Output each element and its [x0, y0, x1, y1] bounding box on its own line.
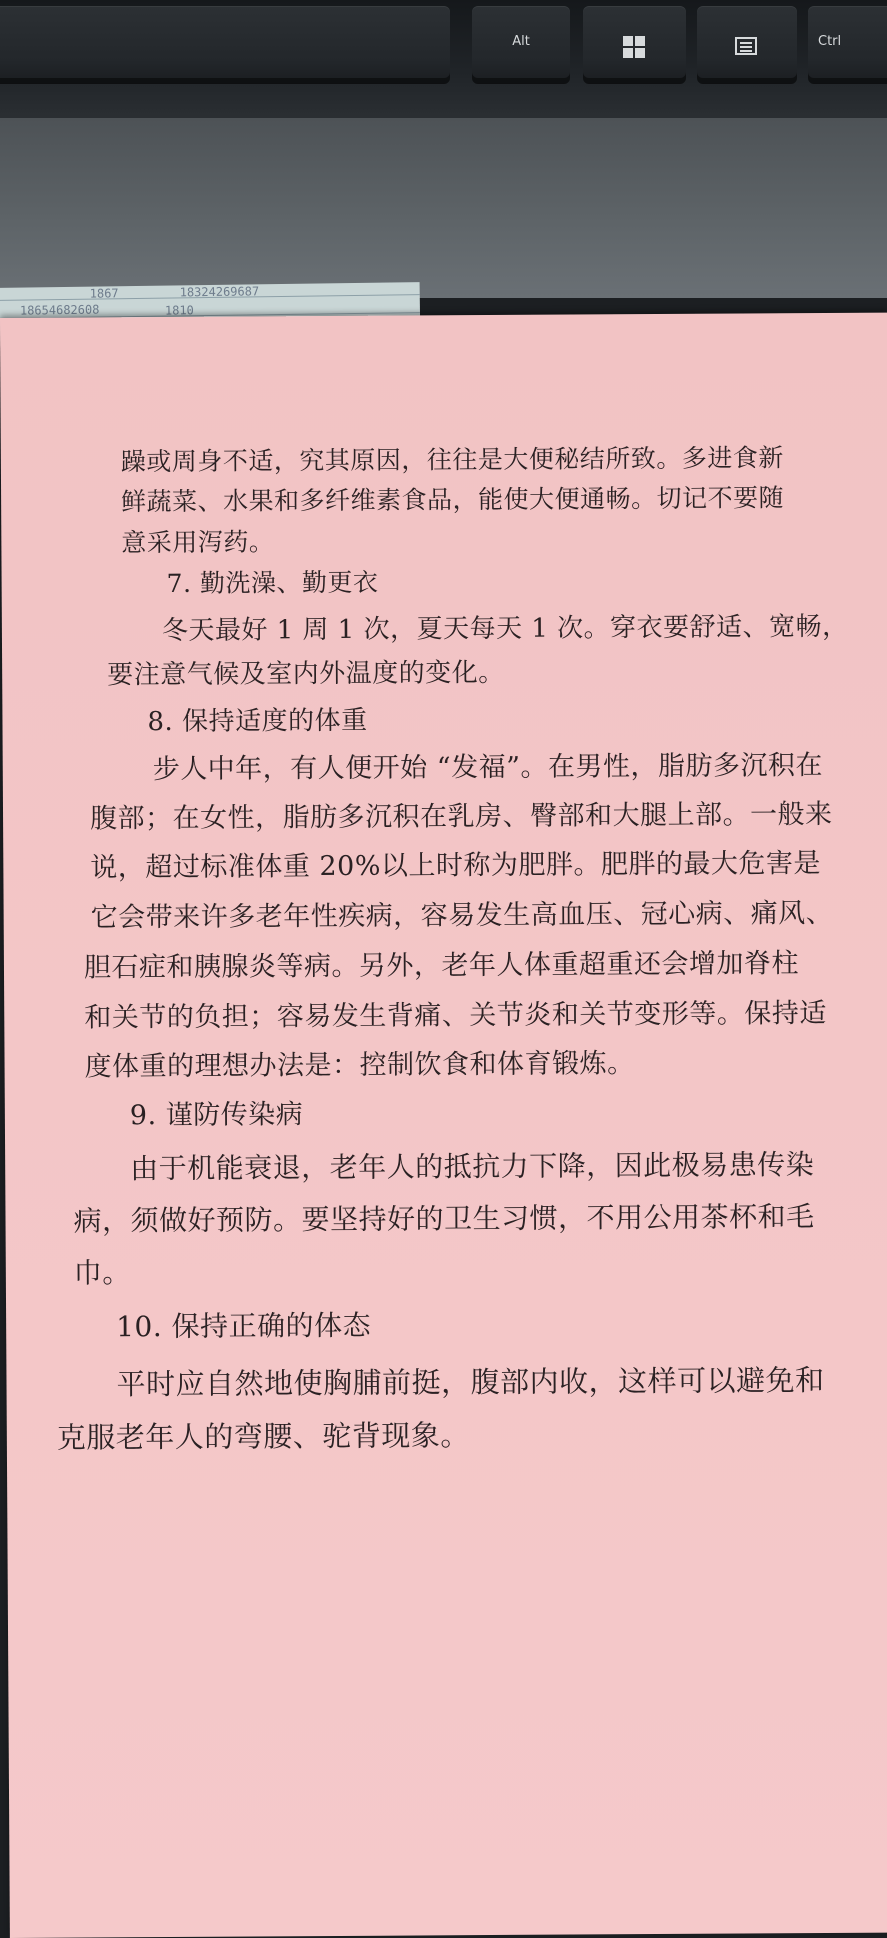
text-line: 克服老年人的弯腰、驼背现象。: [56, 1418, 470, 1455]
section-heading: 10. 保持正确的体态: [116, 1308, 372, 1344]
key-blank: [0, 6, 450, 84]
text-line: 它会带来许多老年性疾病，容易发生高血压、冠心病、痛风、: [90, 897, 834, 934]
sheet-cell: 18324269687: [179, 284, 260, 300]
alt-key-label: Alt: [512, 34, 530, 49]
laptop-body: [0, 118, 887, 301]
text-line: 步人中年，有人便开始 “发福”。在男性，脂肪多沉积在: [152, 749, 824, 786]
sheet-cell: 18654682608: [19, 302, 100, 318]
text-line: 由于机能衰退，老年人的抵抗力下降，因此极易患传染: [130, 1148, 815, 1186]
text-line: 鲜蔬菜、水果和多纤维素食品，能使大便通畅。切记不要随: [121, 483, 785, 517]
section-heading: 7. 勤洗澡、勤更衣: [166, 567, 379, 598]
text-line: 冬天最好 1 周 1 次，夏天每天 1 次。穿衣要舒适、宽畅，: [161, 611, 849, 647]
text-line: 和关节的负担；容易发生背痛、关节炎和关节变形等。保持适: [84, 997, 827, 1034]
text-line: 病，须做好预防。要坚持好的卫生习惯，不用公用茶杯和毛: [73, 1200, 815, 1238]
menu-key: [697, 6, 797, 84]
windows-key: [583, 6, 686, 84]
ctrl-key-label: Ctrl: [818, 34, 842, 49]
keyboard: [0, 0, 887, 120]
text-line: 意采用泻药。: [121, 527, 275, 558]
text-line: 躁或周身不适，究其原因，往往是大便秘结所致。多进食新: [120, 443, 784, 477]
text-line: 腹部；在女性，脂肪多沉积在乳房、臀部和大腿上部。一般来: [89, 798, 833, 835]
document-page: [0, 313, 887, 1938]
ctrl-key: [808, 6, 887, 84]
windows-logo-icon: [623, 36, 645, 58]
alt-key: [472, 6, 570, 84]
sheet-cell: 1810: [164, 303, 194, 318]
section-heading: 8. 保持适度的体重: [147, 705, 368, 738]
text-line: 巾。: [73, 1256, 131, 1290]
text-line: 说，超过标准体重 20%以上时称为肥胖。肥胖的最大危害是: [90, 847, 822, 884]
text-line: 胆石症和胰腺炎等病。另外，老年人体重超重还会增加脊柱: [83, 948, 800, 984]
text-line: 度体重的理想办法是：控制饮食和体育锻炼。: [84, 1048, 635, 1083]
section-heading: 9. 谨防传染病: [129, 1099, 304, 1132]
context-menu-icon: [735, 37, 757, 55]
text-line: 要注意气候及室内外温度的变化。: [107, 657, 505, 691]
text-line: 平时应自然地使胸脯前挺，腹部内收，这样可以避免和: [116, 1362, 825, 1402]
sheet-cell: 1867: [89, 286, 119, 301]
